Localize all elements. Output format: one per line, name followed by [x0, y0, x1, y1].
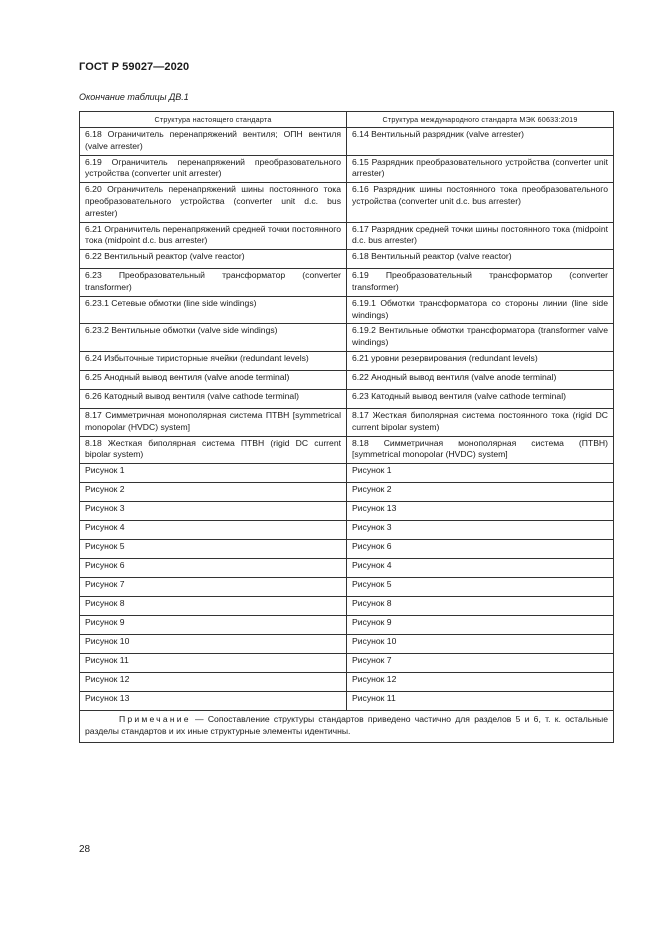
table-row [80, 389, 614, 408]
table-row [80, 250, 614, 269]
national-structure-cell: 6.23.1 Сетевые обмотки (line side windings) [80, 296, 347, 324]
international-structure-cell: Рисунок 13 [347, 502, 614, 521]
international-structure-cell: 6.19 Преобразовательный трансформатор (converter transformer) [347, 269, 614, 297]
national-structure-cell: Рисунок 13 [80, 692, 347, 711]
international-structure-cell: Рисунок 1 [347, 464, 614, 483]
international-structure-cell: 6.16 Разрядник шины постоянного тока преобразовательного устройства (converter unit d.c. bus arrester) [347, 183, 614, 222]
table-row [80, 483, 614, 502]
international-structure-cell: Рисунок 12 [347, 673, 614, 692]
international-structure-cell: 6.18 Вентильный реактор (valve reactor) [347, 250, 614, 269]
table-row [80, 464, 614, 483]
table-row [80, 128, 614, 156]
national-structure-cell: Рисунок 7 [80, 578, 347, 597]
international-structure-cell: 6.22 Анодный вывод вентиля (valve anode terminal) [347, 370, 614, 389]
table-row [80, 296, 614, 324]
national-structure-cell: Рисунок 1 [80, 464, 347, 483]
national-structure-cell: Рисунок 2 [80, 483, 347, 502]
international-structure-cell: 6.15 Разрядник преобразовательного устройства (converter unit arrester) [347, 155, 614, 183]
national-structure-cell: Рисунок 11 [80, 654, 347, 673]
national-structure-cell: Рисунок 4 [80, 521, 347, 540]
table-row [80, 559, 614, 578]
national-structure-cell: Рисунок 12 [80, 673, 347, 692]
table-row [80, 673, 614, 692]
table-row [80, 616, 614, 635]
table-row [80, 578, 614, 597]
table-row [80, 635, 614, 654]
table-row [80, 155, 614, 183]
international-structure-cell: Рисунок 6 [347, 540, 614, 559]
national-structure-cell: Рисунок 6 [80, 559, 347, 578]
note-label: Примечание [119, 714, 191, 725]
table-row [80, 222, 614, 250]
international-structure-cell: Рисунок 2 [347, 483, 614, 502]
table-row [80, 436, 614, 464]
national-structure-cell: Рисунок 9 [80, 616, 347, 635]
table-row [80, 370, 614, 389]
table-row [80, 183, 614, 222]
table-row [80, 269, 614, 297]
table-note [80, 711, 614, 743]
national-structure-cell: 6.26 Катодный вывод вентиля (valve cathode terminal) [80, 389, 347, 408]
national-structure-cell: 6.23.2 Вентильные обмотки (valve side windings) [80, 324, 347, 352]
international-structure-cell: 6.21 уровни резервирования (redundant levels) [347, 351, 614, 370]
international-structure-cell: Рисунок 7 [347, 654, 614, 673]
national-structure-cell: Рисунок 10 [80, 635, 347, 654]
international-structure-cell: Рисунок 9 [347, 616, 614, 635]
national-structure-cell: Рисунок 5 [80, 540, 347, 559]
national-structure-cell: 8.18 Жесткая биполярная система ПТВН (rigid DC current bipolar system) [80, 436, 347, 464]
note-row [80, 711, 614, 743]
table-caption: Окончание таблицы ДВ.1 [79, 92, 189, 102]
column-header-international: Структура международного стандарта МЭК 60633:2019 [347, 112, 614, 128]
table-header-row [80, 112, 614, 128]
table-row [80, 692, 614, 711]
international-structure-cell: 8.18 Симметричная монополярная система (ПТВН) [symmetrical monopolar (HVDC) system] [347, 436, 614, 464]
document-title: ГОСТ Р 59027—2020 [79, 61, 190, 73]
international-structure-cell: Рисунок 5 [347, 578, 614, 597]
national-structure-cell: 6.25 Анодный вывод вентиля (valve anode terminal) [80, 370, 347, 389]
international-structure-cell: 6.23 Катодный вывод вентиля (valve cathode terminal) [347, 389, 614, 408]
national-structure-cell: 6.24 Избыточные тиристорные ячейки (redundant levels) [80, 351, 347, 370]
international-structure-cell: 8.17 Жесткая биполярная система постоянного тока (rigid DC current bipolar system) [347, 408, 614, 436]
international-structure-cell: Рисунок 4 [347, 559, 614, 578]
international-structure-cell: Рисунок 3 [347, 521, 614, 540]
international-structure-cell: Рисунок 8 [347, 597, 614, 616]
national-structure-cell: 6.18 Ограничитель перенапряжений вентиля; ОПН вентиля (valve arrester) [80, 128, 347, 156]
table-row [80, 597, 614, 616]
table-row [80, 502, 614, 521]
international-structure-cell: Рисунок 10 [347, 635, 614, 654]
international-structure-cell: 6.17 Разрядник средней точки шины постоянного тока (midpoint d.c. bus arrester) [347, 222, 614, 250]
international-structure-cell: 6.19.1 Обмотки трансформатора со стороны линии (line side windings) [347, 296, 614, 324]
table-row [80, 351, 614, 370]
national-structure-cell: Рисунок 3 [80, 502, 347, 521]
national-structure-cell: Рисунок 8 [80, 597, 347, 616]
table-row [80, 324, 614, 352]
table-row [80, 521, 614, 540]
international-structure-cell: 6.14 Вентильный разрядник (valve arrester) [347, 128, 614, 156]
note-body: — Сопоставление структуры стандартов приведено частично для разделов 5 и 6, т. к. остальные разделы стандартов и их иные структурные элементы идентичны. [85, 714, 608, 736]
national-structure-cell: 6.22 Вентильный реактор (valve reactor) [80, 250, 347, 269]
national-structure-cell: 8.17 Симметричная монополярная система ПТВН [symmetrical monopolar (HVDC) system] [80, 408, 347, 436]
table-row [80, 654, 614, 673]
national-structure-cell: 6.20 Ограничитель перенапряжений шины постоянного тока преобразовательного устройства (converter unit d.c. bus arrester) [80, 183, 347, 222]
national-structure-cell: 6.19 Ограничитель перенапряжений преобразовательного устройства (converter unit arrester) [80, 155, 347, 183]
page-number: 28 [79, 844, 91, 855]
table-row [80, 540, 614, 559]
structure-comparison-table [79, 111, 614, 743]
national-structure-cell: 6.21 Ограничитель перенапряжений средней точки постоянного тока (midpoint d.c. bus arrester) [80, 222, 347, 250]
table-row [80, 408, 614, 436]
column-header-national: Структура настоящего стандарта [80, 112, 347, 128]
international-structure-cell: 6.19.2 Вентильные обмотки трансформатора (transformer valve windings) [347, 324, 614, 352]
international-structure-cell: Рисунок 11 [347, 692, 614, 711]
national-structure-cell: 6.23 Преобразовательный трансформатор (converter transformer) [80, 269, 347, 297]
